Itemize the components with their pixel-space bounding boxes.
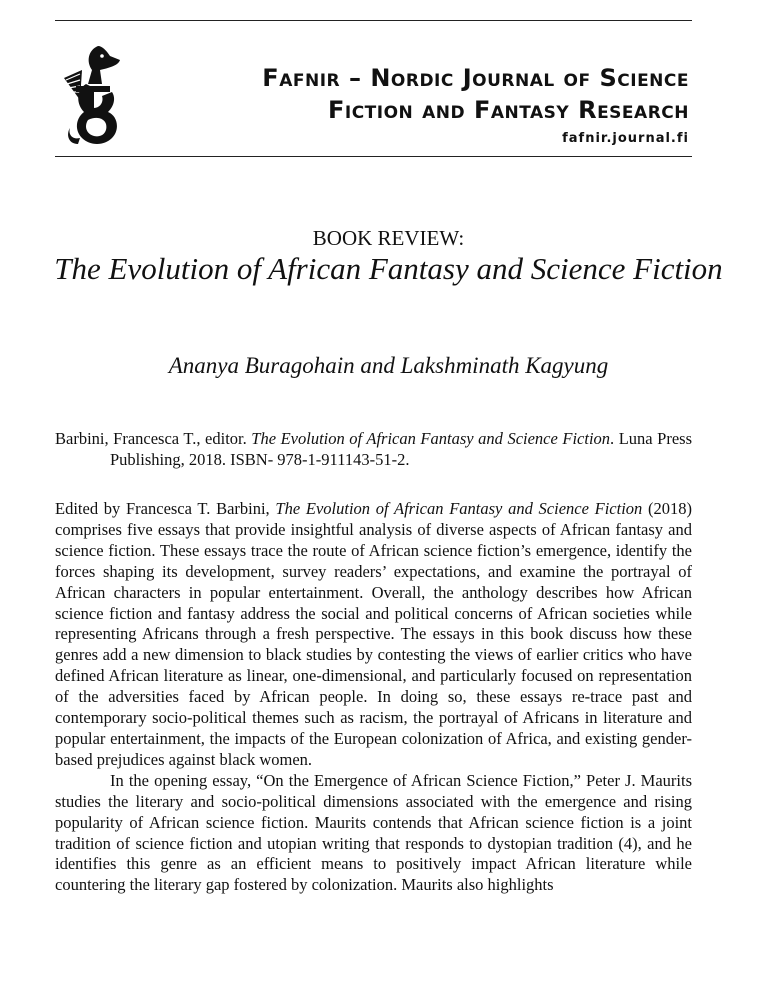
- journal-masthead: [129, 62, 689, 152]
- paragraph-1: [55, 499, 692, 771]
- dragon-f-logo: [58, 44, 130, 148]
- paragraph-1-book-title: The Evolution of African Fantasy and Science Fiction: [275, 499, 643, 518]
- journal-title-line-1: Fafnir – Nordic Journal of Science: [262, 64, 689, 92]
- citation-book-title: The Evolution of African Fantasy and Science Fiction: [251, 429, 611, 448]
- citation-lead: Barbini, Francesca T., editor.: [55, 429, 252, 448]
- article-authors: Ananya Buragohain and Lakshminath Kagyung: [168, 353, 609, 378]
- article-title: The Evolution of African Fantasy and Science Fiction: [54, 251, 723, 286]
- top-rule: [55, 20, 692, 21]
- paragraph-1-lead: Edited by Francesca T. Barbini,: [55, 499, 276, 518]
- journal-title-line-2: Fiction and Fantasy Research: [327, 96, 689, 124]
- header-bottom-rule: [55, 156, 692, 157]
- review-body: [55, 499, 692, 896]
- book-citation: [55, 428, 692, 470]
- journal-url[interactable]: fafnir.journal.fi: [562, 131, 689, 146]
- article-kicker: BOOK REVIEW:: [312, 226, 465, 250]
- paragraph-1-rest: (2018) comprises five essays that provide insightful analysis of diverse aspects of African fantasy and science fiction. These essays trace the route of African science fiction’s emergence, identify the forces shaping its development, survey readers’ expectations, and examine the portrayal of African characters in popular entertainment. Overall, the anthology describes how African science fiction and fantasy address the social and political concerns of African societies while representing Africans through a fresh perspective. The essays in this book discuss how these genres add a new dimension to black studies by contesting the views of earlier critics who have defined African literature as linear, one-dimensional, and particularly focused on representation of the adversities faced by African people. In doing so, these essays re-trace past and contemporary socio-political themes such as racism, the portrayal of Africans in literature and popular entertainment, the impacts of the European colonization of Africa, and existing gender-based prejudices against black women.: [55, 499, 692, 769]
- paragraph-2: In the opening essay, “On the Emergence of African Science Fiction,” Peter J. Maurits studies the literary and socio-political dimensions associated with the emergence and rising popularity of African science fiction. Maurits contends that African science fiction is a joint tradition of science fiction and utopian writing that responds to dystopian tradition (4), and he identifies this genre as an efficient means to positively impact African literature while countering the literary gap fostered by colonization. Maurits also highlights: [55, 770, 692, 895]
- citation-tail: . Luna Press Publishing, 2018. ISBN- 978-1-911143-51-2.: [110, 429, 692, 469]
